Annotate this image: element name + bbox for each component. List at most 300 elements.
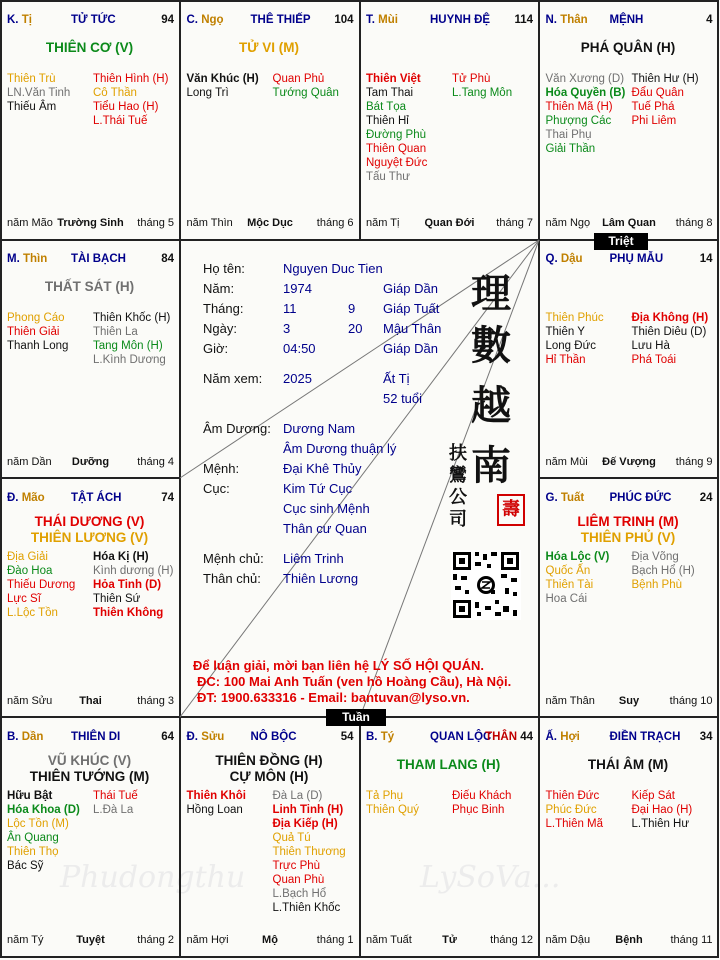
- right-star-column: [632, 311, 709, 367]
- palace-footer: [366, 934, 533, 948]
- minor-star: Bệnh Phù: [631, 579, 683, 591]
- footer-stage: Lâm Quan: [602, 217, 656, 229]
- palace-name: QUAN LỘC: [430, 731, 492, 743]
- minor-star: Phúc Đức: [545, 804, 597, 816]
- palace-number-value: 114: [514, 14, 533, 26]
- minor-star: Cô Thần: [93, 87, 137, 99]
- minor-star: Đường Phù: [366, 129, 426, 141]
- minor-star: Phong Cáo: [7, 312, 65, 324]
- minor-star: L.Lộc Tồn: [7, 607, 58, 619]
- major-star: THÁI DƯƠNG (V): [34, 514, 145, 529]
- minor-star: Lực Sĩ: [7, 593, 41, 605]
- palace-ngo[interactable]: [180, 0, 359, 238]
- palace-number-value: 34: [699, 731, 713, 743]
- palace-can: Q.: [545, 253, 558, 265]
- palace-can: Đ.: [186, 731, 198, 743]
- month-canchi: Giáp Tuất: [383, 301, 440, 316]
- minor-star: Thanh Long: [7, 340, 69, 352]
- month-solar: 11: [283, 301, 297, 316]
- major-star: THIÊN CƠ (V): [45, 40, 134, 55]
- cuc-value: Kim Tứ Cục: [283, 481, 353, 496]
- minor-star: Tuế Phá: [631, 101, 675, 113]
- minor-star: Thiên Hình (H): [93, 73, 169, 85]
- contact-line-2: ĐC: 100 Mai Anh Tuấn (ven hồ Hoàng Cầu), Hà Nội.: [197, 674, 512, 689]
- watermark-right: LySoVa...: [420, 860, 561, 895]
- palace-footer: [187, 217, 354, 231]
- hour-canchi: Giáp Dần: [383, 341, 438, 356]
- minor-star: Hoa Cái: [545, 593, 588, 605]
- minor-star: Quốc Ấn: [545, 565, 591, 577]
- year-label: Năm:: [203, 281, 235, 296]
- minor-star: Thai Phụ: [545, 129, 592, 141]
- minor-star: Lưu Hà: [631, 340, 670, 352]
- major-star: VŨ KHÚC (V): [47, 753, 132, 768]
- minor-star: Long Đức: [545, 340, 597, 352]
- palace-chi: Dần: [21, 731, 44, 743]
- minor-star: Thiên Hư (H): [631, 73, 699, 85]
- side-char-2: 鸞: [449, 465, 467, 486]
- minor-star: Phục Binh: [452, 804, 505, 816]
- minor-star: Thiên Thọ: [7, 846, 59, 858]
- footer-year: năm Tuất: [366, 934, 412, 946]
- amduong-value: Dương Nam: [283, 421, 356, 436]
- left-star-column: [366, 789, 419, 817]
- major-star: THIÊN PHỦ (V): [580, 530, 676, 545]
- day-lunar: 20: [348, 321, 363, 336]
- footer-month: tháng 10: [669, 695, 713, 707]
- palace-footer: [546, 695, 713, 709]
- left-star-column: [187, 72, 259, 100]
- footer-stage: Dưỡng: [71, 456, 110, 468]
- footer-year: năm Thìn: [186, 217, 233, 229]
- minor-star: Văn Xương (D): [545, 73, 625, 85]
- minor-star: Quan Phù: [272, 874, 325, 886]
- palace-number: [514, 14, 533, 26]
- right-star-column: [632, 550, 695, 592]
- name-value: Nguyen Duc Tien: [283, 261, 383, 276]
- calligraphy-char-2: 數: [471, 322, 511, 369]
- minor-star: Tử Phù: [452, 73, 491, 85]
- minor-star: Thiên Giải: [7, 326, 60, 338]
- major-star: TỬ VI (M): [239, 40, 299, 55]
- left-star-column: [546, 72, 626, 156]
- minor-star: Thiên Thương: [272, 846, 346, 858]
- palace-header: [7, 14, 174, 30]
- footer-year: năm Thân: [545, 695, 595, 707]
- palace-can: B.: [7, 731, 19, 743]
- palace-chi: Mão: [21, 492, 45, 504]
- footer-month: tháng 8: [675, 217, 713, 229]
- palace-header: [546, 14, 713, 30]
- palace-header: [7, 253, 174, 269]
- minor-star: Nguyệt Đức: [366, 157, 428, 169]
- left-star-column: [7, 311, 68, 353]
- palace-number-value: 14: [699, 253, 713, 265]
- palace-number: [161, 731, 174, 743]
- palace-number: [700, 492, 713, 504]
- red-seal-stamp: 壽: [497, 494, 525, 526]
- minor-star: L.Tang Môn: [452, 87, 513, 99]
- minor-star: L.Đà La: [93, 804, 134, 816]
- triet-marker: Triệt: [594, 233, 648, 250]
- minor-star: Phượng Các: [545, 115, 612, 127]
- major-star: PHÁ QUÂN (H): [580, 40, 676, 55]
- minor-star: Thiên Không: [93, 607, 164, 619]
- palace-tuat[interactable]: [539, 478, 718, 716]
- footer-stage: Tử: [442, 934, 457, 946]
- palace-footer: [187, 934, 354, 948]
- contact-block: [193, 658, 511, 706]
- minor-star: L.Thiên Hư: [631, 818, 690, 830]
- palace-footer: [366, 217, 533, 231]
- palace-can: K.: [7, 14, 19, 26]
- left-star-column: [187, 789, 246, 817]
- minor-star: Thái Tuế: [93, 790, 138, 802]
- footer-stage: Suy: [618, 695, 640, 707]
- minor-star: Địa Kiếp (H): [272, 818, 338, 830]
- right-star-column: [452, 789, 511, 817]
- right-star-column: [93, 789, 138, 817]
- footer-year: năm Mùi: [545, 456, 588, 468]
- right-star-column: [93, 550, 173, 620]
- footer-month: tháng 11: [670, 934, 713, 946]
- viewyear-label: Năm xem:: [203, 371, 263, 386]
- cuc-label: Cục:: [203, 481, 230, 496]
- palace-name: TÀI BẠCH: [71, 253, 126, 265]
- right-star-column: [452, 72, 512, 100]
- side-char-3: 公: [449, 487, 467, 508]
- palace-can: G.: [545, 492, 558, 504]
- minor-star: Tướng Quân: [272, 87, 339, 99]
- minor-star: Thiên Mã (H): [545, 101, 613, 113]
- palace-name: THÊ THIẾP: [250, 14, 311, 26]
- minor-star: Văn Khúc (H): [186, 73, 259, 85]
- minor-star: Tang Môn (H): [93, 340, 163, 352]
- minor-star: Hóa Khoa (D): [7, 804, 80, 816]
- palace-header: [187, 731, 354, 747]
- palace-can: Ấ.: [545, 731, 557, 743]
- footer-stage: Mộc Dục: [247, 217, 293, 229]
- palace-chi: Thìn: [22, 253, 48, 265]
- minor-star: Thiên Tài: [545, 579, 594, 591]
- palace-mao[interactable]: [0, 478, 179, 716]
- minor-star: Đẩu Quân: [631, 87, 684, 99]
- right-star-column: [632, 72, 699, 128]
- major-star: THIÊN LƯƠNG (V): [30, 530, 149, 545]
- cuc-note: Cục sinh Mệnh: [283, 501, 370, 516]
- palace-header: [7, 492, 174, 508]
- minor-star: Thiên Phúc: [545, 312, 604, 324]
- right-star-column: [93, 72, 168, 128]
- year-canchi: Giáp Dần: [383, 281, 438, 296]
- palace-number-value: 4: [706, 14, 713, 26]
- footer-month: tháng 5: [137, 217, 174, 229]
- palace-chi: Hợi: [560, 731, 580, 743]
- palace-can: C.: [186, 14, 198, 26]
- right-star-column: [93, 311, 170, 367]
- day-label: Ngày:: [203, 321, 237, 336]
- palace-number: [161, 253, 174, 265]
- footer-year: năm Dần: [7, 456, 52, 468]
- minor-star: Bát Tọa: [366, 101, 407, 113]
- contact-line-1: Để luận giải, mời bạn liên hệ LÝ SỐ HỘI QUÁN.: [193, 658, 484, 673]
- minor-star: Thiên Diêu (D): [631, 326, 707, 338]
- menhchu-value: Liêm Trinh: [283, 551, 344, 566]
- minor-star: Thiên Quan: [366, 143, 427, 155]
- calligraphy-char-1: 理: [471, 270, 511, 317]
- amduong-note: Âm Dương thuận lý: [283, 441, 397, 456]
- palace-number: [161, 14, 174, 26]
- minor-star: Tả Phụ: [366, 790, 404, 802]
- minor-star: LN.Văn Tinh: [7, 87, 71, 99]
- palace-thin[interactable]: [0, 239, 179, 477]
- major-star: CỰ MÔN (H): [229, 769, 309, 784]
- palace-footer: [546, 217, 713, 231]
- left-star-column: [7, 789, 80, 873]
- thanchu-label: Thân chủ:: [203, 571, 261, 586]
- footer-year: năm Ngọ: [545, 217, 591, 229]
- palace-header: [366, 14, 533, 30]
- minor-star: Địa Giải: [7, 551, 48, 563]
- palace-number: [161, 492, 174, 504]
- minor-star: Kiếp Sát: [631, 790, 675, 802]
- palace-number: [341, 731, 354, 743]
- footer-month: tháng 4: [137, 456, 174, 468]
- year-value: 1974: [283, 281, 312, 296]
- minor-star: Đại Hao (H): [631, 804, 693, 816]
- palace-chi: Sửu: [201, 731, 225, 743]
- minor-star: Giải Thần: [545, 143, 596, 155]
- minor-star: Hóa Kị (H): [93, 551, 149, 563]
- hour-value: 04:50: [283, 341, 316, 356]
- palace-header: [546, 253, 713, 269]
- palace-number-value: 64: [161, 731, 174, 743]
- palace-name: PHỤ MẪU: [609, 253, 664, 265]
- palace-can: B.: [366, 731, 378, 743]
- palace-number-value: 104: [334, 14, 354, 26]
- palace-header: [546, 731, 713, 747]
- right-star-column: [273, 789, 346, 915]
- month-lunar: 9: [348, 301, 356, 316]
- footer-stage: Trường Sinh: [57, 217, 124, 229]
- day-canchi: Mậu Thân: [383, 321, 442, 336]
- minor-star: Hóa Lộc (V): [545, 551, 610, 563]
- minor-star: Phá Toái: [631, 354, 677, 366]
- minor-star: Thiên Việt: [366, 73, 421, 85]
- palace-can: Đ.: [7, 492, 19, 504]
- palace-chi: Thân: [560, 14, 588, 26]
- footer-year: năm Tý: [7, 934, 44, 946]
- menh-value: Đại Khê Thủy: [283, 461, 362, 476]
- footer-year: năm Hợi: [186, 934, 229, 946]
- minor-star: Thiếu Dương: [7, 579, 76, 591]
- minor-star: Thiên Trù: [7, 73, 56, 85]
- left-star-column: [546, 550, 610, 606]
- minor-star: Hỉ Thần: [545, 354, 586, 366]
- minor-star: Tam Thai: [366, 87, 414, 99]
- palace-chi: Mùi: [378, 14, 398, 26]
- minor-star: L.Thiên Mã: [545, 818, 604, 830]
- minor-star: Hỏa Tinh (D): [93, 579, 162, 591]
- palace-dan[interactable]: [0, 717, 179, 955]
- name-label: Họ tên:: [203, 261, 245, 276]
- palace-footer: [7, 456, 174, 470]
- palace-chi: Tuất: [560, 492, 585, 504]
- palace-number-value: 54: [340, 731, 354, 743]
- palace-can: T.: [366, 14, 375, 26]
- minor-star: Trực Phù: [272, 860, 321, 872]
- palace-dau[interactable]: [539, 239, 718, 477]
- minor-star: Thiên Y: [545, 326, 585, 338]
- palace-number: [706, 14, 712, 26]
- palace-name: NÔ BỘC: [250, 731, 297, 743]
- minor-star: Long Trì: [186, 87, 229, 99]
- footer-stage: Đế Vượng: [602, 456, 656, 468]
- thanchu-value: Thiên Lương: [283, 571, 359, 586]
- minor-star: Tấu Thư: [366, 171, 410, 183]
- minor-star: Bạch Hổ (H): [631, 565, 695, 577]
- minor-star: Hóa Quyền (B): [545, 87, 626, 99]
- major-star: THÁI ÂM (M): [587, 757, 669, 772]
- month-label: Tháng:: [203, 301, 244, 316]
- menhchu-label: Mệnh chủ:: [203, 551, 264, 566]
- palace-name: MỆNH: [609, 14, 644, 26]
- palace-footer: [7, 934, 174, 948]
- watermark-left: Phudongthu: [60, 860, 246, 895]
- footer-month: tháng 9: [675, 456, 713, 468]
- minor-star: Đào Hoa: [7, 565, 53, 577]
- palace-name: HUYNH ĐỆ: [430, 14, 491, 26]
- viewyear-value: 2025: [283, 371, 312, 386]
- minor-star: Phi Liêm: [631, 115, 677, 127]
- major-star: THIÊN TƯỚNG (M): [29, 769, 150, 784]
- palace-footer: [546, 456, 713, 470]
- palace-ty[interactable]: [359, 717, 538, 955]
- left-star-column: [546, 311, 604, 367]
- than-note: Thân cư Quan: [283, 521, 367, 536]
- palace-footer: [546, 934, 713, 948]
- palace-number-value: 94: [161, 14, 174, 26]
- left-star-column: [7, 550, 75, 620]
- minor-star: Hồng Loan: [186, 804, 243, 816]
- minor-star: L.Kình Dương: [93, 354, 166, 366]
- palace-number: [485, 731, 533, 743]
- minor-star: Linh Tinh (H): [272, 804, 344, 816]
- major-star: THAM LANG (H): [396, 757, 501, 772]
- viewyear-canchi: Ất Tị: [383, 371, 410, 386]
- footer-stage: Tuyệt: [76, 934, 105, 946]
- right-star-column: [273, 72, 339, 100]
- minor-star: Kình dương (H): [93, 565, 174, 577]
- footer-year: năm Sửu: [7, 695, 53, 707]
- menh-label: Mệnh:: [203, 461, 240, 476]
- minor-star: Thiên Sứ: [93, 593, 141, 605]
- left-star-column: [7, 72, 70, 114]
- palace-number: [700, 253, 713, 265]
- minor-star: Hữu Bật: [7, 790, 53, 802]
- minor-star: Thiên Quý: [366, 804, 420, 816]
- palace-number-value: 44: [520, 731, 533, 743]
- minor-star: Thiên Khôi: [186, 790, 246, 802]
- age-value: 52 tuổi: [383, 391, 423, 406]
- footer-month: tháng 2: [137, 934, 174, 946]
- minor-star: Thiên Đức: [545, 790, 600, 802]
- minor-star: Điếu Khách: [452, 790, 512, 802]
- palace-name: ĐIỀN TRẠCH: [609, 731, 681, 743]
- minor-star: Ân Quang: [7, 832, 59, 844]
- minor-star: Bác Sỹ: [7, 860, 44, 872]
- palace-number: [334, 14, 353, 26]
- amduong-label: Âm Dương:: [203, 421, 271, 436]
- palace-header: [187, 14, 354, 30]
- footer-month: tháng 3: [137, 695, 174, 707]
- footer-year: năm Tị: [366, 217, 400, 229]
- footer-stage: Bệnh: [615, 934, 643, 946]
- left-star-column: [366, 72, 427, 184]
- side-char-1: 扶: [449, 443, 467, 464]
- minor-star: Địa Không (H): [631, 312, 709, 324]
- minor-star: Thiên La: [93, 326, 138, 338]
- calligraphy-char-3: 越: [471, 382, 511, 429]
- minor-star: L.Thái Tuế: [93, 115, 148, 127]
- palace-footer: [7, 695, 174, 709]
- calligraphy-char-4: 南: [471, 442, 511, 489]
- footer-month: tháng 1: [316, 934, 354, 946]
- palace-name: TẬT ÁCH: [71, 492, 122, 504]
- than-marker: THÂN: [485, 731, 521, 743]
- palace-footer: [7, 217, 174, 231]
- center-panel: [179, 238, 538, 715]
- footer-stage: Mộ: [262, 934, 278, 946]
- palace-name: TỬ TỨC: [71, 14, 116, 26]
- palace-hoi[interactable]: [539, 717, 718, 955]
- palace-chi: Dậu: [560, 253, 583, 265]
- palace-number-value: 74: [161, 492, 174, 504]
- tuan-marker: Tuần: [326, 709, 386, 726]
- footer-year: năm Dậu: [545, 934, 591, 946]
- major-star: LIÊM TRINH (M): [577, 514, 679, 529]
- right-star-column: [632, 789, 693, 831]
- minor-star: Lộc Tồn (M): [7, 818, 69, 830]
- minor-star: L.Bạch Hổ: [272, 888, 327, 900]
- footer-stage: Quan Đới: [424, 217, 475, 229]
- palace-suu[interactable]: [180, 717, 359, 955]
- side-char-4: 司: [449, 509, 467, 530]
- palace-number-value: 24: [699, 492, 713, 504]
- left-star-column: [546, 789, 604, 831]
- palace-chi: Ngọ: [201, 14, 224, 26]
- contact-line-3[interactable]: ĐT: 1900.633316 - Email: bantuvan@lyso.vn.: [197, 690, 470, 705]
- day-solar: 3: [283, 321, 291, 336]
- footer-year: năm Mão: [7, 217, 53, 229]
- palace-header: [7, 731, 174, 747]
- minor-star: Đà La (D): [272, 790, 323, 802]
- minor-star: Tiểu Hao (H): [93, 101, 159, 113]
- palace-than[interactable]: [539, 0, 718, 238]
- palace-ti[interactable]: [0, 0, 179, 238]
- palace-number-value: 84: [161, 253, 174, 265]
- footer-stage: Thai: [79, 695, 102, 707]
- minor-star: L.Thiên Khốc: [272, 902, 341, 914]
- palace-mui[interactable]: [359, 0, 538, 238]
- palace-header: [546, 492, 713, 508]
- qr-code-icon[interactable]: [451, 550, 521, 620]
- footer-month: tháng 7: [496, 217, 533, 229]
- minor-star: Thiên Hỉ: [366, 115, 409, 127]
- minor-star: Thiếu Âm: [7, 101, 57, 113]
- footer-month: tháng 6: [316, 217, 354, 229]
- palace-name: PHÚC ĐỨC: [609, 492, 672, 504]
